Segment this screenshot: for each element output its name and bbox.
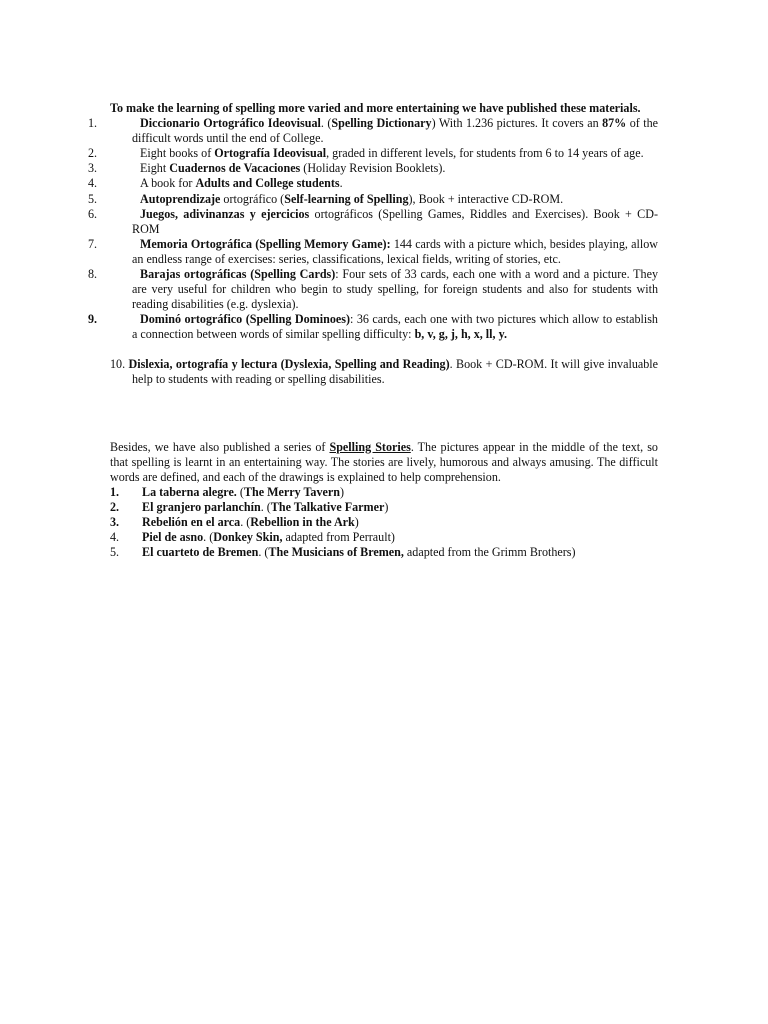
text-run: . ( bbox=[320, 116, 332, 131]
stories-paragraph bbox=[110, 440, 658, 485]
list-item bbox=[88, 267, 658, 312]
bold-text: El granjero parlanchín bbox=[142, 500, 261, 515]
bold-text: Donkey Skin, bbox=[213, 530, 283, 545]
text-run: : 36 cards, each one with two pictures which allow to establish a connection between words of similar spelling difficulty: bbox=[132, 312, 658, 342]
text-run: Besides, we have also published a series of bbox=[110, 439, 330, 454]
story-number: 2. bbox=[110, 500, 120, 515]
story-item bbox=[110, 545, 658, 560]
story-title bbox=[142, 530, 395, 545]
text-run: Eight books of bbox=[140, 146, 215, 161]
text-run: ) bbox=[384, 500, 389, 515]
text-run: . ( bbox=[260, 500, 271, 515]
bold-text: Rebellion in the Ark bbox=[250, 515, 355, 530]
list-number: 6. bbox=[88, 206, 98, 221]
bold-text: Autoprendizaje bbox=[140, 191, 221, 206]
bold-text: The Talkative Farmer bbox=[270, 500, 385, 515]
text-run: . ( bbox=[240, 515, 251, 530]
text-run: ) bbox=[354, 515, 359, 530]
materials-list bbox=[88, 116, 658, 342]
spacer bbox=[110, 387, 658, 440]
bold-text: Spelling Dictionary bbox=[331, 116, 432, 131]
list-number: 1. bbox=[88, 116, 98, 131]
story-title bbox=[142, 545, 576, 560]
text-run: ) With 1.236 pictures. It covers an bbox=[431, 116, 603, 131]
bold-text: El cuarteto de Bremen bbox=[142, 545, 259, 560]
text-run: ortográfico ( bbox=[220, 191, 285, 206]
story-title bbox=[142, 485, 344, 500]
list-number: 9. bbox=[88, 312, 98, 327]
bold-text: Dominó ortográfico (Spelling Dominoes) bbox=[140, 312, 350, 327]
list-item bbox=[88, 206, 658, 237]
text-run: of the difficult words until the end of College. bbox=[132, 116, 658, 146]
spacer bbox=[110, 343, 658, 357]
list-item bbox=[88, 191, 658, 207]
text-run: ortográficos (Spelling Games, Riddles and Exercises). Book + CD-ROM bbox=[132, 206, 658, 236]
list-number: 8. bbox=[88, 267, 98, 282]
bold-text: 87% bbox=[602, 116, 627, 131]
story-item bbox=[110, 485, 658, 500]
story-item bbox=[110, 515, 658, 530]
list-number: 4. bbox=[88, 176, 98, 191]
text-run: Eight bbox=[140, 161, 170, 176]
bold-text: Dislexia, ortografía y lectura (Dyslexia, Spelling and Reading) bbox=[128, 356, 450, 371]
text-run: ), Book + interactive CD-ROM. bbox=[408, 191, 564, 206]
list-number: 10. bbox=[110, 356, 129, 371]
bold-text: The Merry Tavern bbox=[243, 484, 340, 499]
list-item bbox=[88, 161, 658, 176]
bold-text: Piel de asno bbox=[142, 530, 204, 545]
text-run: . Book + CD-ROM. It will give invaluable help to students with reading or spelling disabilities. bbox=[132, 356, 659, 386]
list-number: 2. bbox=[88, 146, 98, 161]
bold-text: Ortografía Ideovisual bbox=[214, 146, 327, 161]
list-item bbox=[88, 236, 658, 267]
bold-text: Adults and College students bbox=[195, 176, 340, 191]
story-title bbox=[142, 515, 359, 530]
list-item bbox=[88, 116, 658, 146]
list-item bbox=[110, 357, 658, 387]
bold-text: Rebelión en el arca bbox=[142, 515, 241, 530]
story-number: 1. bbox=[110, 484, 120, 499]
text-run: 144 cards with a picture which, besides playing, allow an endless range of exercises: series, classifications, lexical fields, writing of stories, etc. bbox=[132, 236, 658, 266]
list-number: 7. bbox=[88, 236, 98, 251]
bold-text: Juegos, adivinanzas y ejercicios bbox=[140, 206, 310, 221]
text-run: , graded in different levels, for students from 6 to 14 years of age. bbox=[326, 146, 644, 161]
list-item bbox=[88, 146, 658, 161]
text-run: . bbox=[339, 176, 343, 191]
bold-text: Memoria Ortográfica (Spelling Memory Game): bbox=[140, 236, 391, 251]
text-run: . ( bbox=[203, 530, 214, 545]
list-item bbox=[88, 312, 658, 342]
document-page bbox=[88, 101, 659, 560]
materials-list-item-10 bbox=[110, 357, 658, 387]
text-run: . The pictures appear in the middle of the text, so that spelling is learnt in an entertaining way. The stories are lively, humorous and always amusing. The difficult words are defined, and each of the drawings is explained to help comprehension. bbox=[110, 439, 658, 484]
text-run: adapted from Perrault) bbox=[282, 530, 395, 545]
intro-paragraph: To make the learning of spelling more varied and more entertaining we have published these materials. bbox=[110, 101, 641, 115]
text-run: ( bbox=[236, 484, 244, 499]
text-run: adapted from the Grimm Brothers) bbox=[403, 545, 576, 560]
list-number: 5. bbox=[88, 191, 98, 206]
text-run: (Holiday Revision Booklets). bbox=[300, 161, 446, 176]
bold-text: Spelling Stories bbox=[329, 439, 411, 454]
bold-text: b, v, g, j, h, x, ll, y. bbox=[414, 327, 507, 342]
bold-text: Self-learning of Spelling bbox=[284, 191, 409, 206]
bold-text: The Musicians of Bremen, bbox=[268, 545, 404, 560]
story-item bbox=[110, 530, 658, 545]
list-item bbox=[88, 176, 658, 191]
story-title bbox=[142, 500, 388, 515]
bold-text: Barajas ortográficas (Spelling Cards) bbox=[140, 267, 336, 282]
bold-text: La taberna alegre. bbox=[142, 484, 237, 499]
text-run: . ( bbox=[258, 545, 269, 560]
story-number: 5. bbox=[110, 545, 120, 560]
story-number: 3. bbox=[110, 515, 120, 530]
bold-text: Diccionario Ortográfico Ideovisual bbox=[140, 116, 321, 131]
story-number: 4. bbox=[110, 530, 120, 545]
text-run: A book for bbox=[140, 176, 196, 191]
list-number: 3. bbox=[88, 161, 98, 176]
story-item bbox=[110, 500, 658, 515]
bold-text: Cuadernos de Vacaciones bbox=[169, 161, 301, 176]
text-run: ) bbox=[339, 484, 345, 499]
stories-list bbox=[110, 485, 658, 560]
text-run: : Four sets of 33 cards, each one with a word and a picture. They are very useful for children who begin to study spelling, for foreign students and also for students with reading disabilities (e.g. dyslexia). bbox=[132, 267, 658, 312]
